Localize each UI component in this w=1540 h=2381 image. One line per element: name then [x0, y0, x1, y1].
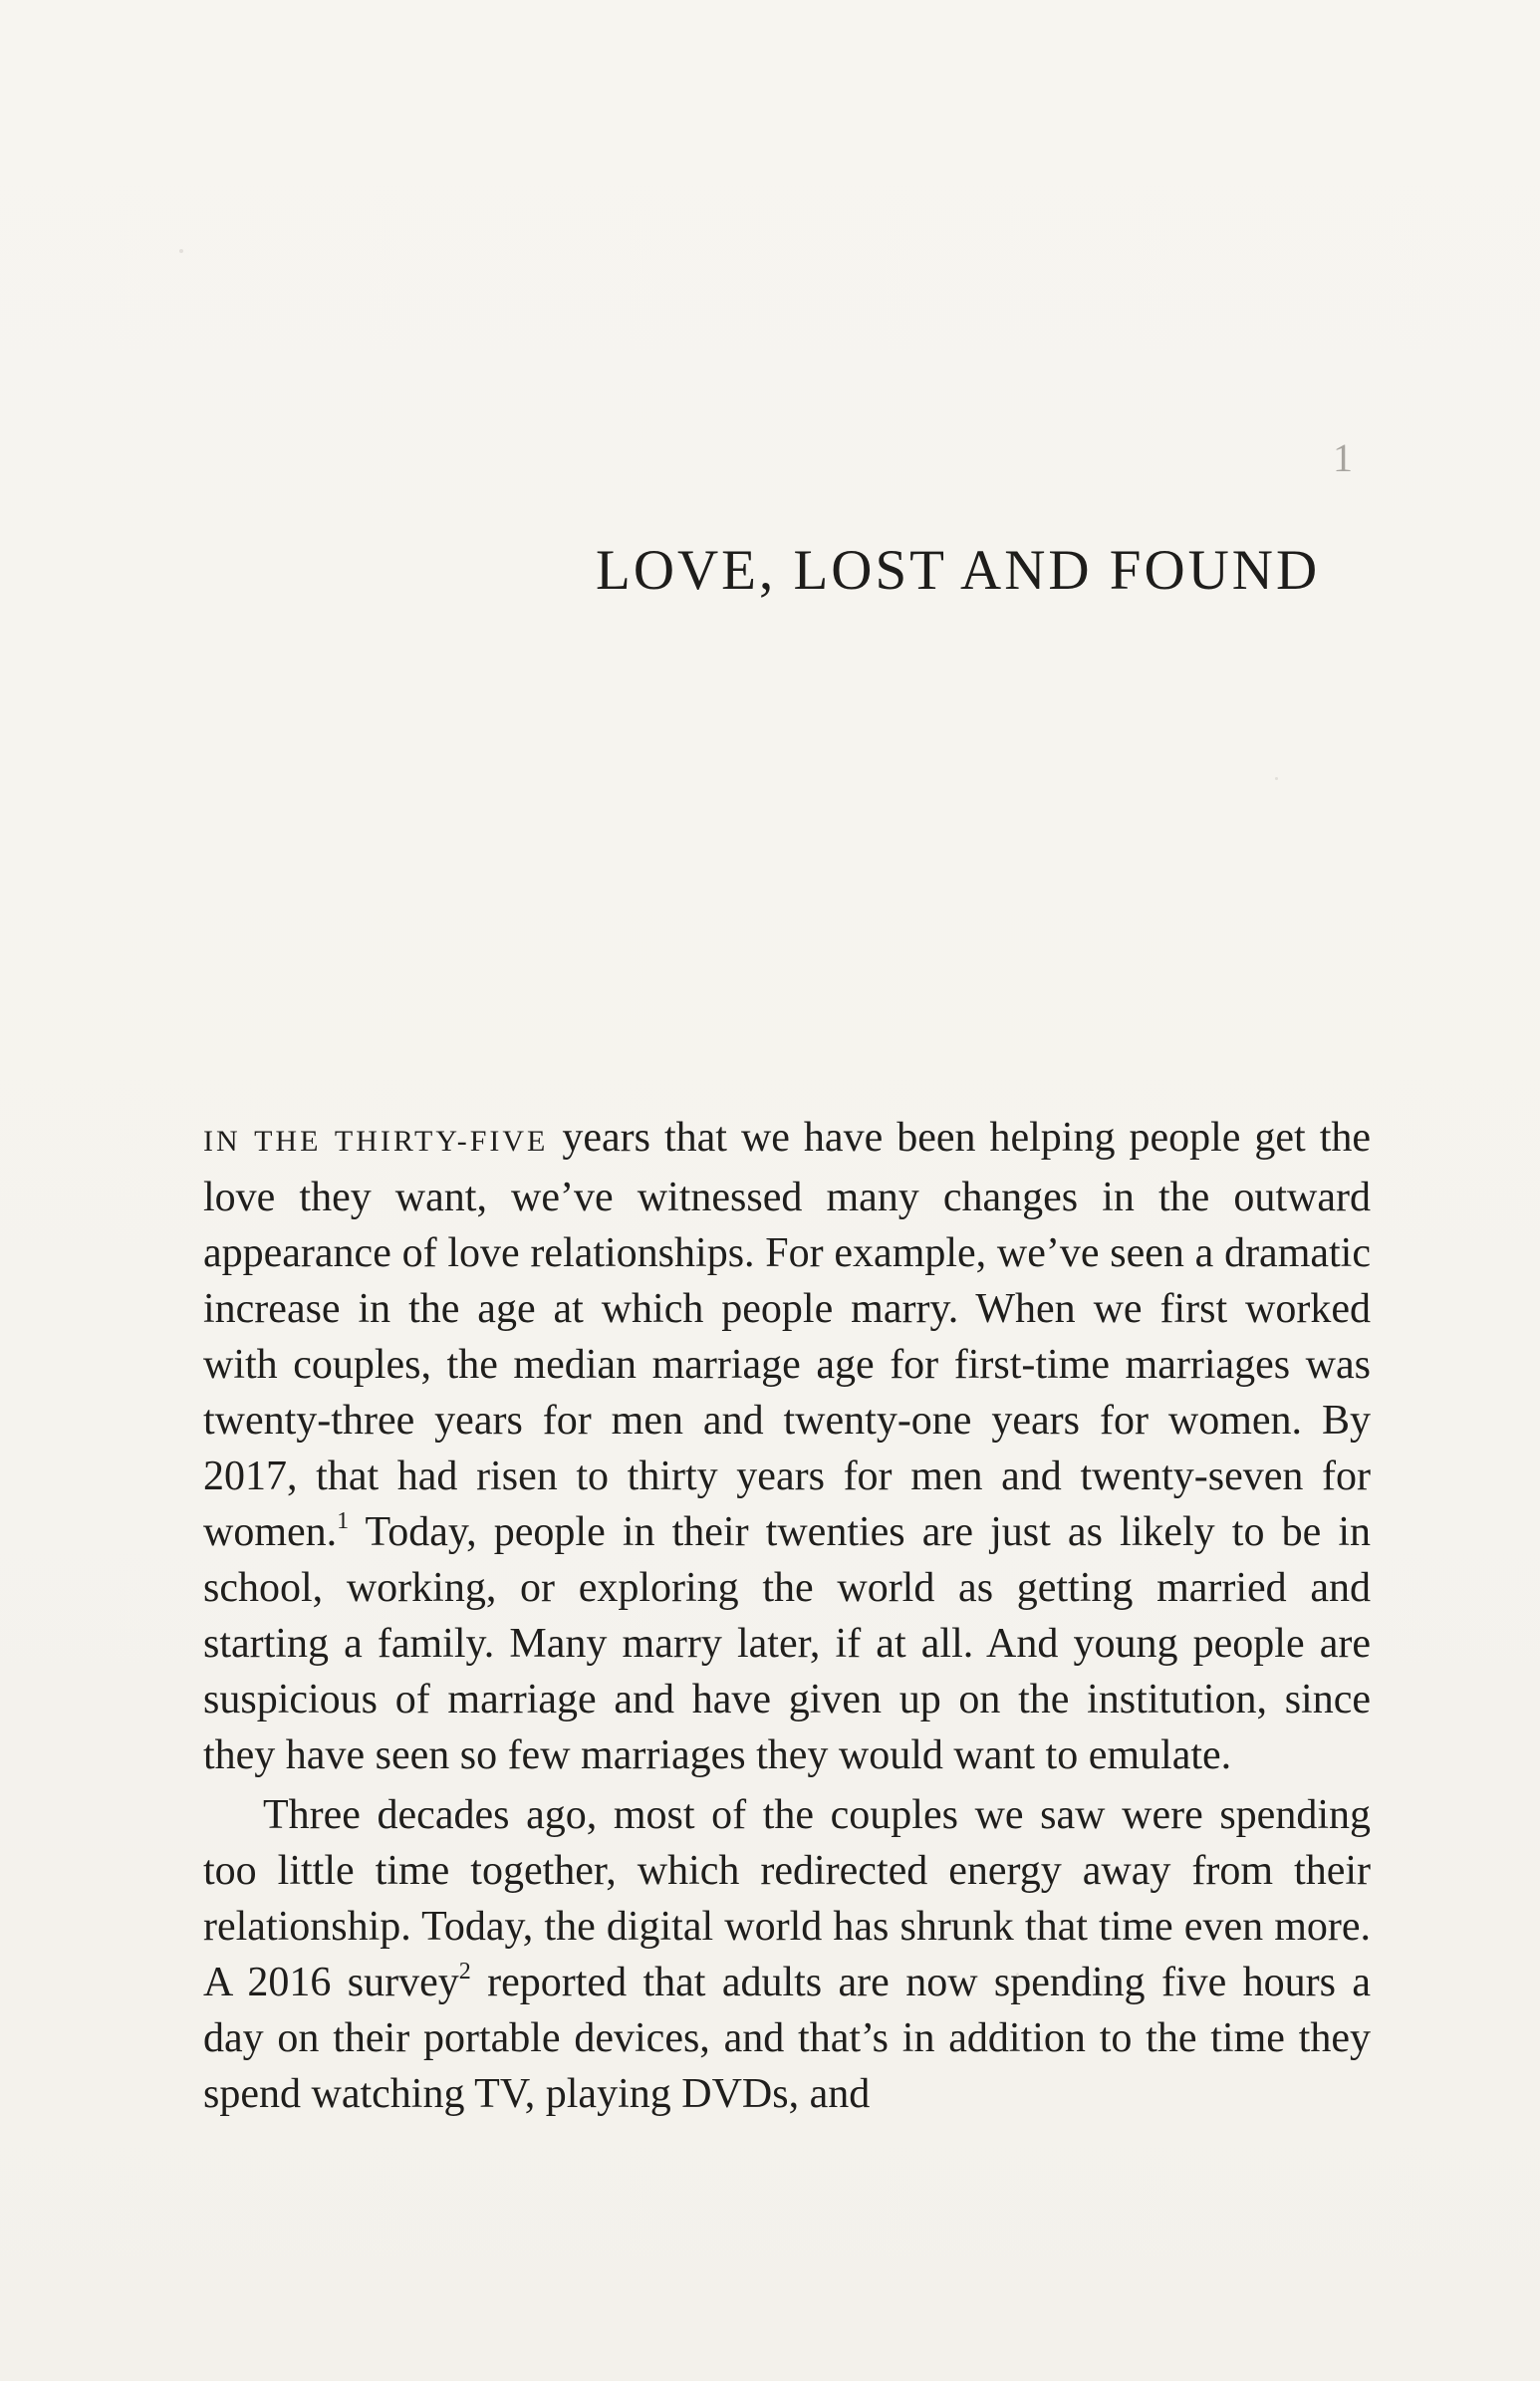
- paragraph-text: Today, people in their twenties are just as likely to be in school, working, or exploring the world as getting married and starting a family. Many marry later, if at all. And young people are suspicious of marriage and have given up on the institution, since they have seen so few marriages they would want to emulate.: [203, 1509, 1371, 1778]
- paragraph: [203, 1787, 1371, 2122]
- paragraph-text: years that we have been helping people get the love they want, we’ve witnessed many changes in the outward appearance of love relationships. For example, we’ve seen a dramatic increase in the age at which people marry. When we first worked with couples, the median marriage age for first-time marriages was twenty-three years for men and twenty-one years for women. By 2017, that had risen to thirty years for men and twenty-seven for women.: [203, 1115, 1371, 1555]
- paragraph: [203, 1110, 1371, 1783]
- paper-speck: [1275, 777, 1278, 780]
- footnote-marker: 1: [337, 1508, 350, 1534]
- paper-speck: [179, 249, 183, 253]
- opening-small-caps: IN THE THIRTY-FIVE: [203, 1125, 549, 1158]
- paragraph-text: Three decades ago, most of the couples we saw were spending too little time together, which redirected energy away from their relationship. Today, the digital world has shrunk that time even more. A 2016 survey: [203, 1792, 1371, 2005]
- chapter-body: [203, 1110, 1371, 2122]
- paragraph-text: reported that adults are now spending five hours a day on their portable devices, and that’s in addition to the time they spend watching TV, playing DVDs, and: [203, 1960, 1371, 2117]
- footnote-marker: 2: [458, 1959, 471, 1984]
- chapter-title: LOVE, LOST AND FOUND: [596, 539, 1321, 602]
- chapter-number: 1: [1333, 435, 1353, 480]
